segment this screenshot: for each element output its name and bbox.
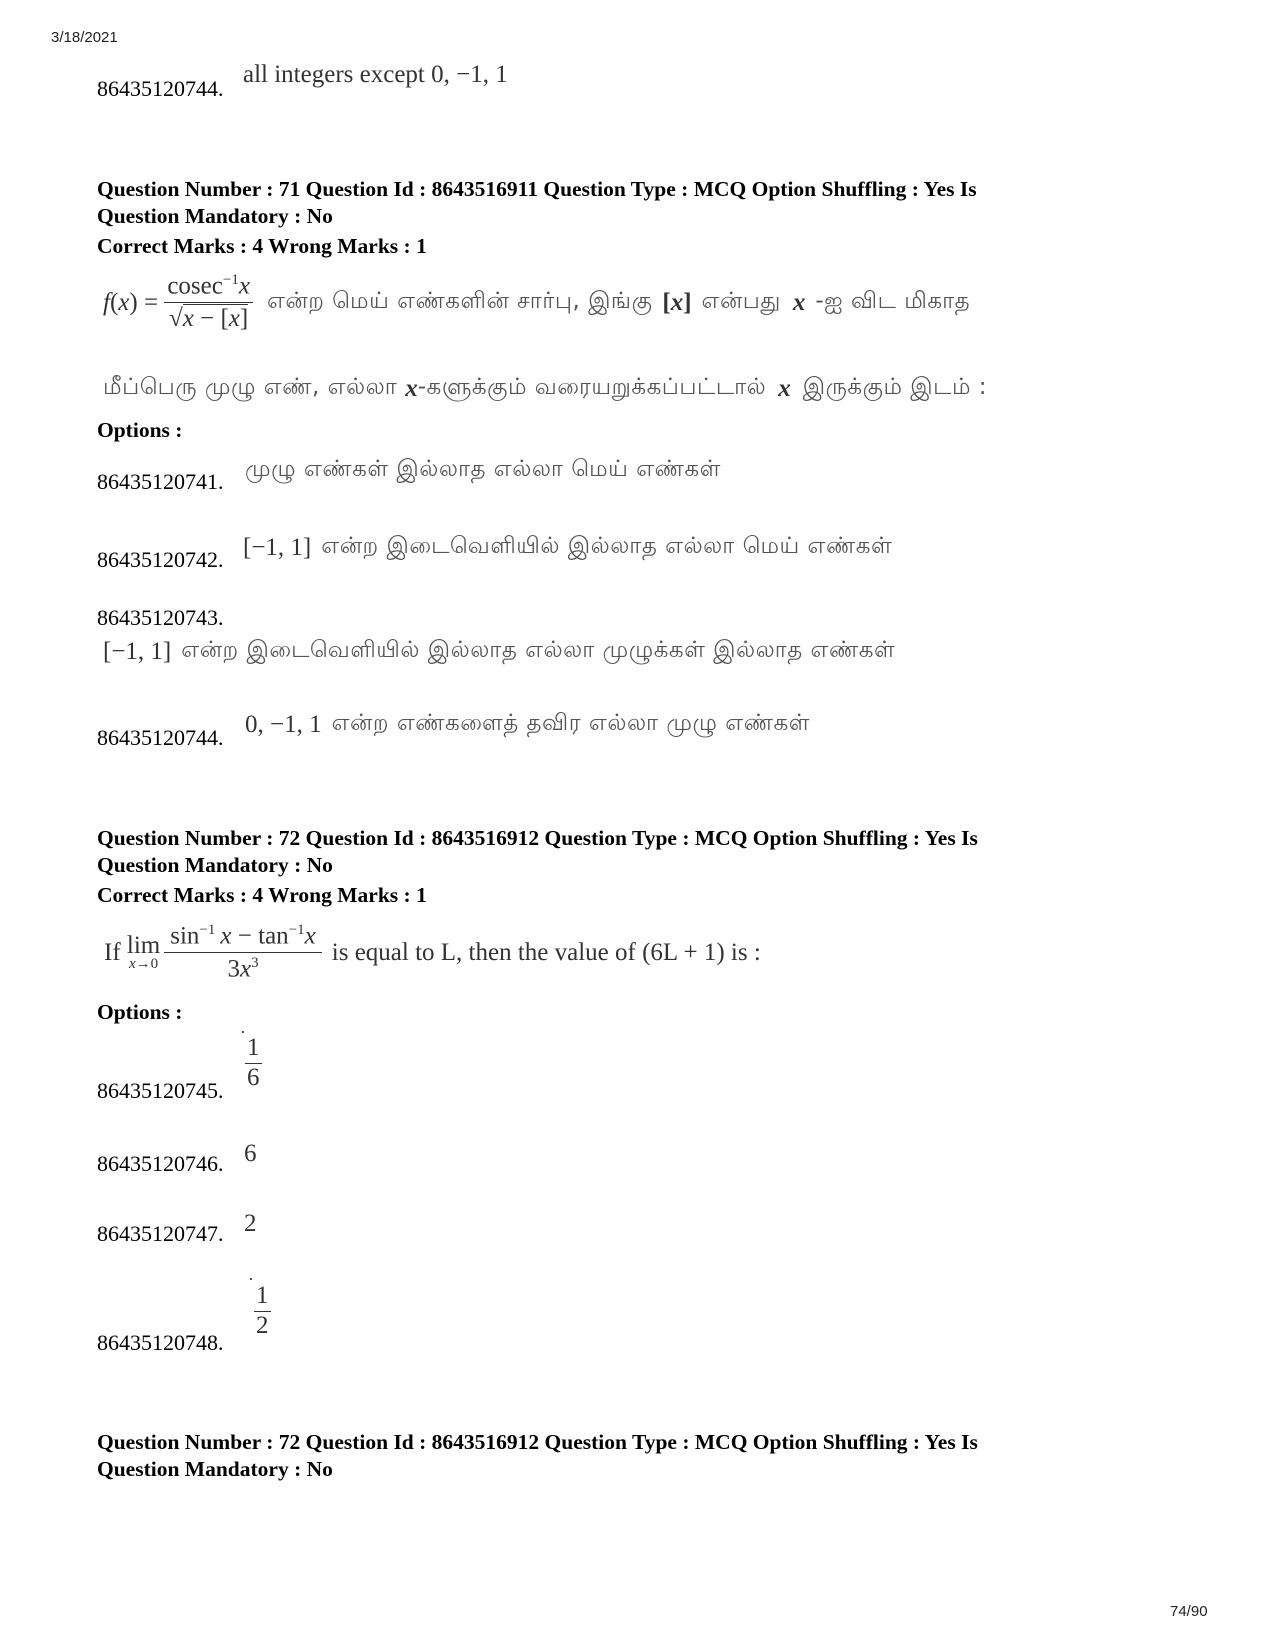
fraction-denominator: 2 [256,1312,269,1339]
option-tamil: என்ற இடைவெளியில் இல்லாத எல்லா முழுக்கள் இல்லாத எண்கள் [181,637,896,663]
formula-x: x [792,288,806,316]
question-header-line1: Question Number : 71 Question Id : 8643516911 Question Type : MCQ Option Shuffling : Yes Is [97,177,977,201]
options-label: Options : [97,1000,183,1024]
option-id: 86435120746. [97,1151,224,1176]
option-id: 86435120744. [97,725,224,750]
question-marks: Correct Marks : 4 Wrong Marks : 1 [97,883,427,907]
fraction-denominator: 6 [247,1064,260,1091]
option-fraction [254,1282,271,1340]
stem-tamil-text: என்ற மெய் எண்களின் சார்பு, இங்கு [266,288,653,315]
stem-tamil-text: என்பது [701,288,781,315]
stem-tamil-text: -ஐ விட மிகாத [815,288,971,315]
option-value: 2 [244,1210,257,1237]
formula-fx: f(x) = [103,288,165,316]
print-date: 3/18/2021 [51,29,118,46]
option-id: 86435120748. [97,1330,224,1355]
option-id: 86435120742. [97,547,224,572]
question-header [97,825,1177,879]
options-label: Options : [97,418,183,442]
stem-text: is equal to L, then the value of (6L + 1) is : [331,938,761,966]
formula-fraction: $\frac{cosec^{-1}x}{√x - [x]}$ [164,272,253,333]
option-id: 86435120741. [97,469,224,494]
question-header [97,176,1177,230]
option-text [103,637,895,666]
option-text: முழு எண்கள் இல்லாத எல்லா மெய் எண்கள் [245,456,721,482]
fraction-numerator: 1 [245,1034,262,1064]
formula-floor-x: [x] [662,288,692,316]
question-header-line2: Question Mandatory : No [97,853,333,877]
option-id: 86435120745. [97,1078,224,1103]
option-fraction [245,1034,262,1092]
question-marks: Correct Marks : 4 Wrong Marks : 1 [97,234,427,258]
option-text: all integers except 0, −1, 1 [243,61,508,88]
question-header-line1: Question Number : 72 Question Id : 8643516912 Question Type : MCQ Option Shuffling : Yes Is [97,1430,978,1454]
option-text [243,533,892,562]
formula-x: x [405,374,418,402]
formula-fraction: $\frac{\sin^{-1} x - \tan^{-1}x}{3x^3}$ [164,922,322,984]
question-stem-line1 [103,272,970,333]
fraction-numerator: 1 [254,1282,271,1312]
stem-if: If [104,938,127,966]
option-tamil: என்ற எண்களைத் தவிர எல்லா முழு எண்கள் [331,710,810,736]
option-math: [−1, 1] [103,637,172,665]
question-stem-line2 [103,374,987,403]
option-text [245,710,810,739]
question-stem [104,922,761,984]
formula-limit: lim x→0 [126,932,161,973]
option-id: 86435120747. [97,1221,224,1246]
option-value: 6 [244,1140,257,1167]
option-tamil: என்ற இடைவெளியில் இல்லாத எல்லா மெய் எண்கள் [321,533,893,559]
question-header-line1: Question Number : 72 Question Id : 8643516912 Question Type : MCQ Option Shuffling : Yes Is [97,826,978,850]
question-header-line2: Question Mandatory : No [97,1457,333,1481]
option-math: 0, −1, 1 [245,710,322,738]
stem-tamil-text: இருக்கும் இடம் : [802,374,988,400]
page-number: 74/90 [1170,1603,1208,1620]
question-header-line2: Question Mandatory : No [97,204,333,228]
stem-tamil-text: -களுக்கும் வரையறுக்கப்பட்டால் [417,374,767,400]
option-id: 86435120743. [97,605,224,630]
formula-x: x [778,374,791,402]
option-id: 86435120744. [97,76,224,101]
question-header [97,1429,1177,1483]
stem-tamil-text: மீப்பெரு முழு எண், எல்லா [103,374,398,400]
option-math: [−1, 1] [243,533,312,561]
